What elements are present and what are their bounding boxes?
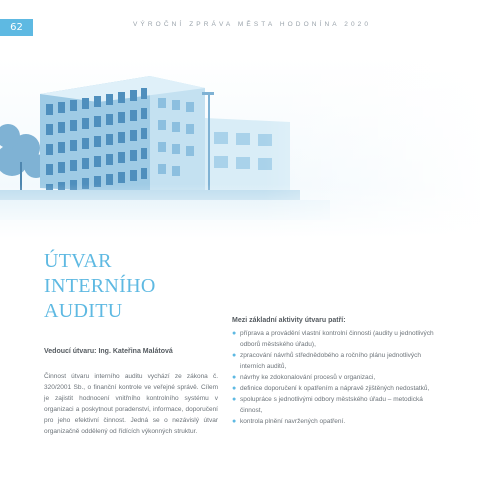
title-line: AUDITU bbox=[44, 300, 123, 322]
list-item: ● spolupráce s jednotlivými odbory městského úřadu – metodická činnost, bbox=[232, 396, 423, 414]
bullet-icon: ● bbox=[232, 374, 237, 381]
list-item: ● kontrola plnění navržených opatření. bbox=[232, 418, 346, 425]
list-item: ● příprava a provádění vlastní kontrolní činnosti (audity u jednotlivých odborů městského úřadu), bbox=[232, 330, 434, 348]
bullet-icon: ● bbox=[232, 418, 237, 425]
title-line: INTERNÍHO bbox=[44, 275, 156, 297]
running-title: VÝROČNÍ ZPRÁVA MĚSTA HODONÍNA 2020 bbox=[133, 21, 372, 28]
bullet-icon: ● bbox=[232, 396, 237, 403]
bullet-icon: ● bbox=[232, 352, 237, 359]
page-number-badge: 62 bbox=[0, 19, 33, 36]
bullet-icon: ● bbox=[232, 330, 237, 337]
activities-list bbox=[232, 328, 442, 427]
bullet-icon: ● bbox=[232, 385, 237, 392]
activities-heading: Mezi základní aktivity útvaru patří: bbox=[232, 317, 346, 324]
building-photo bbox=[0, 58, 480, 238]
title-line: ÚTVAR bbox=[44, 250, 112, 272]
section-title bbox=[44, 249, 156, 324]
list-item: ● zpracování návrhů střednědobého a ročního plánu jednotlivých interních auditů, bbox=[232, 352, 422, 370]
list-item: ● návrhy ke zdokonalování procesů v organizaci, bbox=[232, 374, 376, 381]
department-head: Vedoucí útvaru: Ing. Kateřina Malátová bbox=[44, 348, 173, 355]
list-item: ● definice doporučení k opatřením a nápravě zjištěných nedostatků, bbox=[232, 385, 430, 392]
intro-paragraph: Činnost útvaru interního auditu vychází ze zákona č. 320/2001 Sb., o finanční kontrole ve veřejné správě. Cílem je zajistit hodnocení vnitřního kontrolního systému v organizaci a poskytnout poradenství, informace, doporučení pro jeho efektivní činnost. Jedná se o nezávislý útvar organizačně oddělený od řídících výkonných struktur. bbox=[44, 373, 218, 435]
